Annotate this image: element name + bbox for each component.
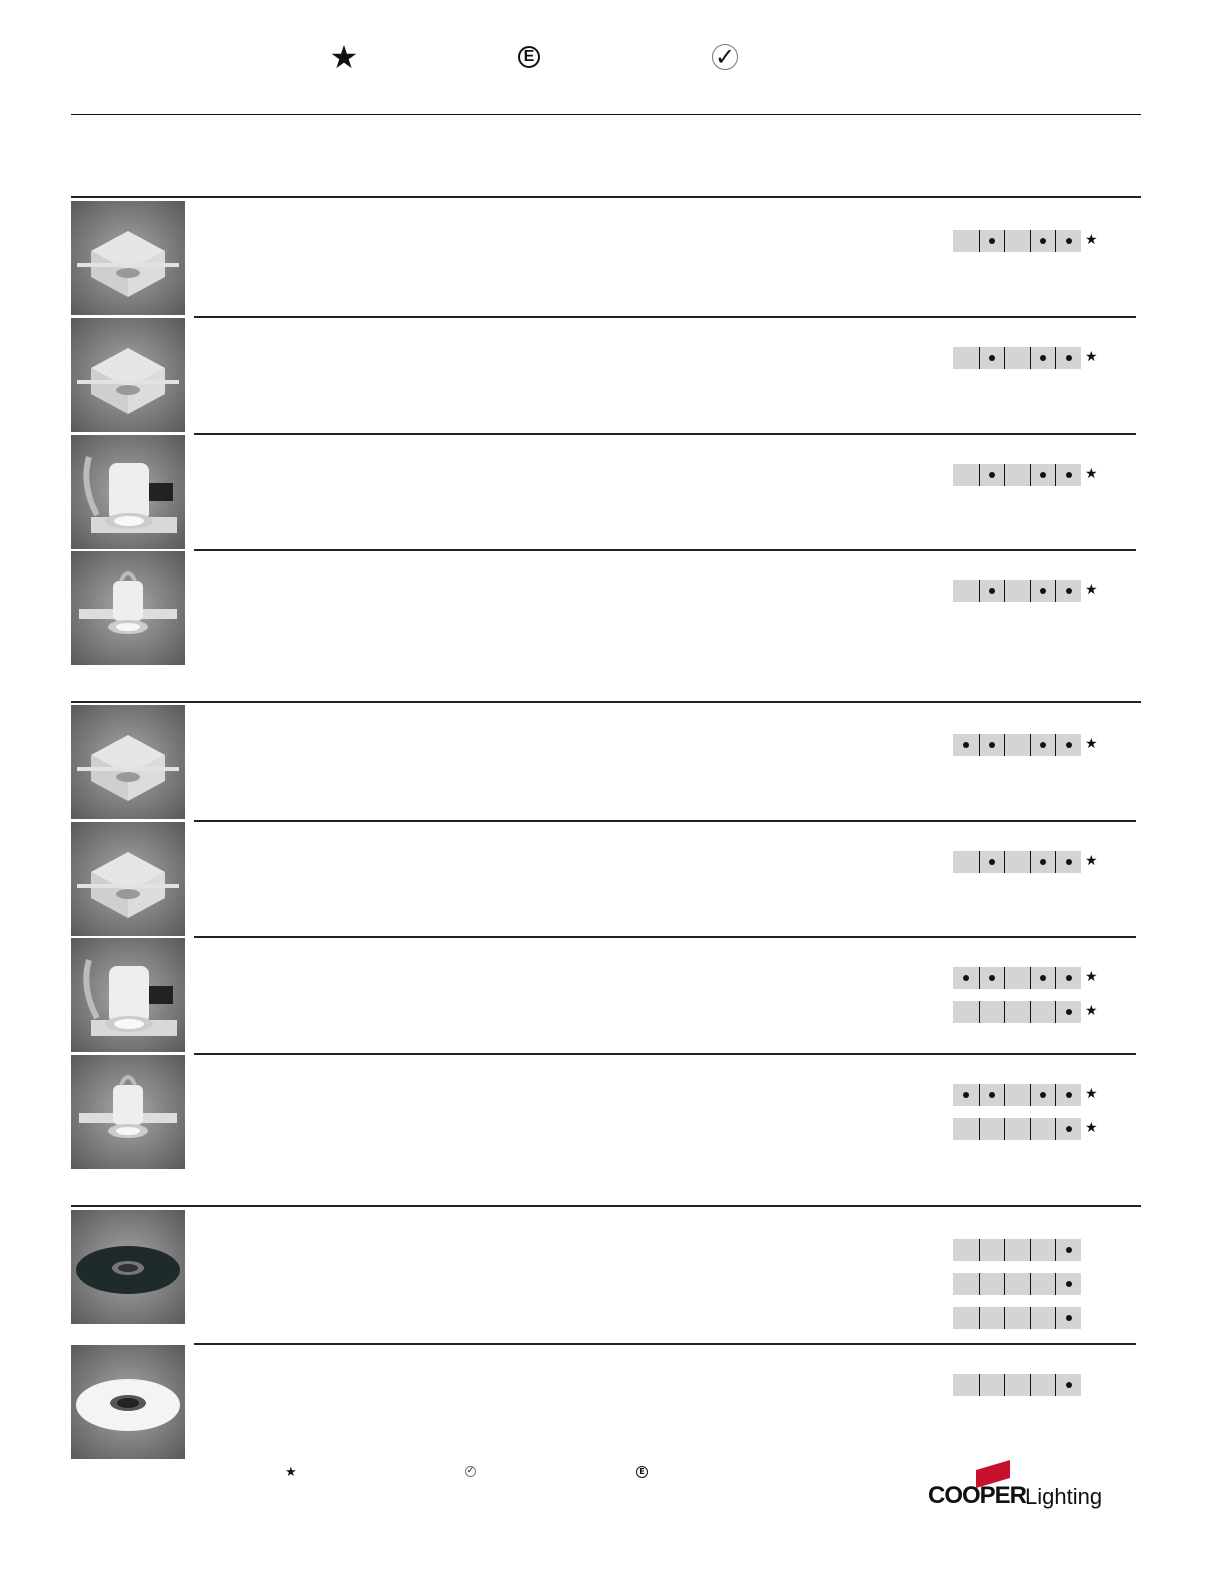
availability-cell [1004,1374,1030,1396]
section-divider [71,701,1141,703]
new-construction-transformer-product-photo [71,1055,185,1169]
availability-cell [953,580,979,602]
row-divider [194,1053,1136,1055]
availability-dot [989,975,995,981]
availability-cell [1030,347,1056,369]
availability-dot [1066,588,1072,594]
availability-dot [989,859,995,865]
star-icon: ★ [1085,232,1098,248]
row-divider [194,820,1136,822]
availability-cell [979,1001,1005,1023]
availability-dot [989,355,995,361]
availability-cell [979,1084,1005,1106]
availability-grid [953,1239,1081,1261]
availability-cell [1055,1001,1081,1023]
row-divider [194,936,1136,938]
star-icon: ★ [1085,582,1098,598]
availability-cell [953,851,979,873]
availability-grid [953,1374,1081,1396]
availability-dot [1066,1009,1072,1015]
logo-word-cooper: COOPER [928,1482,1027,1509]
availability-cell [1004,230,1030,252]
availability-dot [963,742,969,748]
availability-dot [1066,1281,1072,1287]
availability-cell [953,1374,979,1396]
availability-cell [979,230,1005,252]
availability-cell [953,1118,979,1140]
availability-cell [979,464,1005,486]
logo-word-lighting: Lighting [1025,1484,1103,1509]
availability-cell [979,580,1005,602]
availability-dot [1066,1382,1072,1388]
star-icon: ★ [329,38,359,76]
header-rule [71,114,1141,115]
availability-grid [953,1001,1081,1023]
availability-dot [1040,859,1046,865]
section-divider [71,1205,1141,1207]
availability-cell [1055,734,1081,756]
star-icon: ★ [1085,736,1098,752]
row-divider [194,1343,1136,1345]
availability-cell [1030,1374,1056,1396]
availability-dot [1040,742,1046,748]
availability-cell [1030,230,1056,252]
availability-grid [953,734,1081,756]
availability-cell [1004,1273,1030,1295]
availability-cell [1055,347,1081,369]
star-icon: ★ [1085,349,1098,365]
availability-cell [1055,851,1081,873]
availability-cell [1030,1307,1056,1329]
availability-cell [1004,1118,1030,1140]
availability-dot [989,742,995,748]
availability-cell [1030,1118,1056,1140]
star-icon: ★ [1085,969,1098,985]
availability-cell [1055,230,1081,252]
availability-cell [953,967,979,989]
availability-cell [1004,1307,1030,1329]
availability-cell [1030,1001,1056,1023]
availability-cell [1055,1307,1081,1329]
availability-cell [1055,1084,1081,1106]
availability-grid [953,347,1081,369]
star-icon: ★ [1085,1120,1098,1136]
availability-grid [953,580,1081,602]
availability-cell [953,347,979,369]
star-icon: ★ [285,1465,297,1480]
star-icon: ★ [1085,1003,1098,1019]
availability-dot [1066,742,1072,748]
availability-cell [1030,967,1056,989]
availability-grid [953,967,1081,989]
availability-cell [1030,580,1056,602]
availability-grid [953,230,1081,252]
availability-cell [979,1118,1005,1140]
availability-cell [979,1239,1005,1261]
availability-cell [1030,1273,1056,1295]
availability-cell [979,734,1005,756]
checkmark-icon: ✓ [708,40,742,74]
availability-cell [1030,1239,1056,1261]
availability-cell [953,1239,979,1261]
square-housing-trim-product-photo [71,318,185,432]
availability-dot [1066,472,1072,478]
availability-cell [953,734,979,756]
availability-cell [953,1001,979,1023]
availability-cell [1030,734,1056,756]
availability-cell [1004,1239,1030,1261]
availability-dot [1066,355,1072,361]
availability-cell [979,1273,1005,1295]
availability-dot [1066,975,1072,981]
availability-cell [953,230,979,252]
availability-grid [953,1118,1081,1140]
availability-dot [1040,975,1046,981]
availability-dot [989,472,995,478]
availability-grid [953,464,1081,486]
availability-dot [1066,1126,1072,1132]
availability-cell [953,1084,979,1106]
availability-grid [953,1084,1081,1106]
row-divider [194,549,1136,551]
availability-cell [1004,851,1030,873]
availability-cell [953,1273,979,1295]
availability-dot [1066,238,1072,244]
availability-cell [1004,1001,1030,1023]
availability-dot [989,588,995,594]
availability-cell [1004,580,1030,602]
availability-dot [1040,1092,1046,1098]
star-icon: ★ [1085,1086,1098,1102]
availability-dot [1066,1315,1072,1321]
black-round-trim-product-photo [71,1210,185,1324]
availability-cell [1055,1374,1081,1396]
new-construction-housing-product-photo [71,551,185,665]
availability-cell [979,1307,1005,1329]
availability-dot [963,1092,969,1098]
availability-cell [1055,1239,1081,1261]
availability-dot [1040,355,1046,361]
checkmark-icon: ✓ [466,1466,475,1476]
availability-cell [1004,464,1030,486]
availability-dot [989,238,995,244]
availability-cell [1055,464,1081,486]
availability-cell [979,347,1005,369]
availability-cell [979,1374,1005,1396]
square-housing-trim-product-photo [71,822,185,936]
availability-cell [1004,1084,1030,1106]
cooper-lighting-logo [928,1460,1118,1510]
can-housing-transformer-product-photo [71,938,185,1052]
availability-dot [1040,588,1046,594]
row-divider [194,433,1136,435]
availability-cell [1055,967,1081,989]
section-divider [71,196,1141,198]
energy-e-icon: E [636,1466,648,1478]
star-icon: ★ [1085,466,1098,482]
availability-dot [989,1092,995,1098]
row-divider [194,316,1136,318]
availability-cell [1004,734,1030,756]
availability-cell [1030,1084,1056,1106]
star-icon: ★ [1085,853,1098,869]
availability-cell [979,967,1005,989]
white-round-trim-product-photo [71,1345,185,1459]
availability-cell [1030,851,1056,873]
availability-cell [1055,580,1081,602]
availability-dot [1066,1247,1072,1253]
availability-dot [1066,1092,1072,1098]
availability-dot [1066,859,1072,865]
availability-cell [953,1307,979,1329]
square-housing-product-photo [71,201,185,315]
availability-cell [1030,464,1056,486]
availability-cell [1055,1118,1081,1140]
availability-dot [1040,472,1046,478]
energy-e-icon: E [512,40,546,74]
availability-grid [953,1273,1081,1295]
availability-cell [979,851,1005,873]
square-housing-product-photo [71,705,185,819]
availability-cell [1055,1273,1081,1295]
availability-grid [953,851,1081,873]
availability-cell [1004,967,1030,989]
availability-grid [953,1307,1081,1329]
availability-cell [953,464,979,486]
availability-dot [1040,238,1046,244]
can-housing-conduit-product-photo [71,435,185,549]
availability-cell [1004,347,1030,369]
availability-dot [963,975,969,981]
